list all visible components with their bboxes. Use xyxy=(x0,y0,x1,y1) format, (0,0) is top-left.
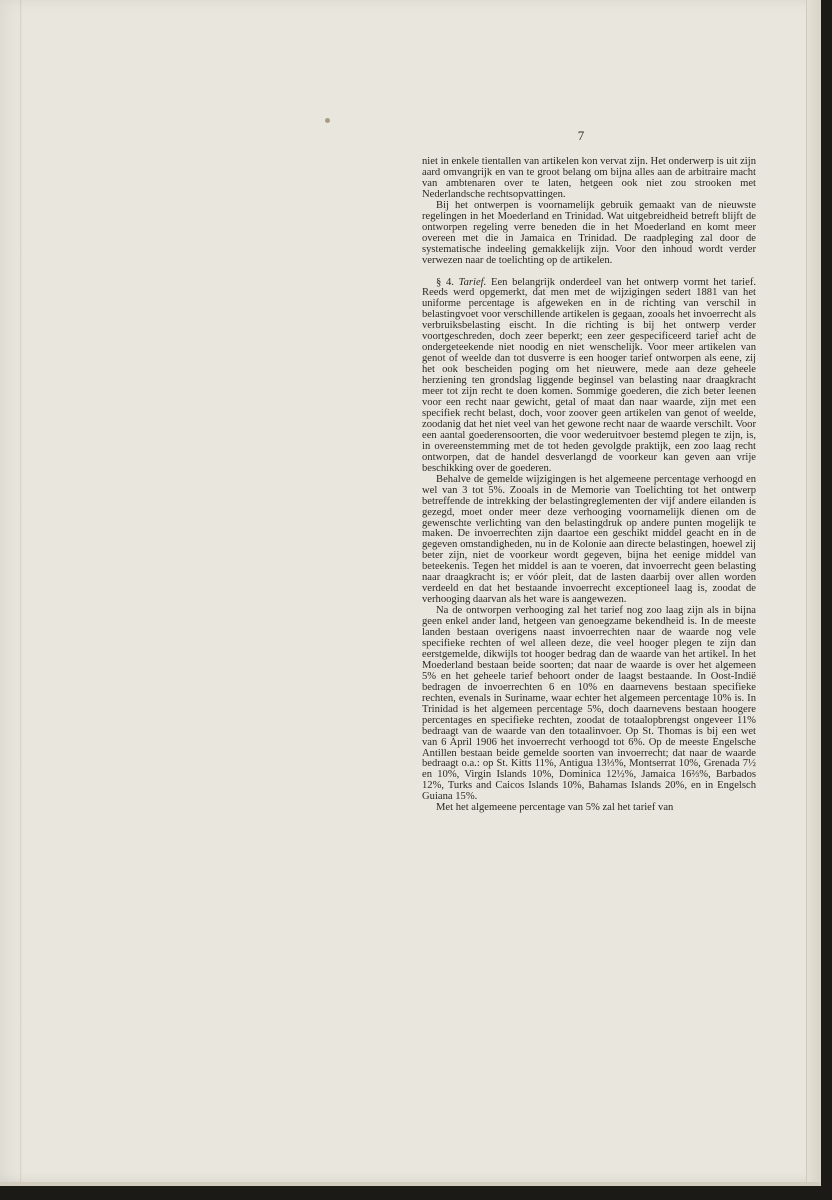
page-number: 7 xyxy=(577,128,585,143)
paragraph: Bij het ontwerpen is voornamelijk gebruik gemaakt van de nieuwste regelingen in het Moederland en Trinidad. Wat uitgebreidheid betreft blijft de ontworpen regeling verre beneden die in het Moederland en komt meer overeen met die in Jamaica en Trinidad. De raadpleging zal door de systematische indeeling gemakkelijk zijn. Voor den inhoud wordt verder verwezen naar de toelichting op de artikelen. xyxy=(422,199,756,266)
page-edge xyxy=(806,0,821,1186)
page-bottom-edge xyxy=(0,1182,820,1186)
section-paragraph xyxy=(422,278,756,475)
section-title: Tarief. xyxy=(458,276,487,288)
paper-speck xyxy=(325,118,330,123)
section-number: § 4. xyxy=(436,276,454,288)
page-fold-shadow xyxy=(20,0,22,1186)
paragraph: Behalve de gemelde wijzigingen is het algemeene percentage verhoogd en wel van 3 tot 5%. Zooals in de Memorie van Toelichting tot het ontwerp betreffende de intrekking der belastingreglementen der vijf andere eilanden is gezegd, moet onder meer deze verhooging voornamelijk dienen om de gewenschte verlichting van den belastingdruk op andere punten mogelijk te maken. De invoerrechten zijn daartoe een geschikt middel geacht en in de gegeven omstandigheden, nu in de Kolonie aan directe belastingen, hoewel zij beter zijn, niet de voorkeur wordt gegeven, bijna het eenige middel van beteekenis. Tegen het middel is aan te voeren, dat invoerrecht geen belasting naar draagkracht is; er vóór pleit, dat de lasten daarbij over allen worden verdeeld en dat het bestaande invoerrecht exceptioneel laag is, zoodat de verhooging daarvan als het ware is aangewezen. xyxy=(422,473,756,606)
paragraph-text: Een belangrijk onderdeel van het ontwerp vormt het tarief. Reeds werd opgemerkt, dat men met de wijzigingen sedert 1881 van het uniforme percentage is afgeweken en in de richting van verschil in belastingvoet voor verschillende artikelen is gegaan, zooals het invoerrecht als verbruiksbelasting eischt. In die richting is bij het ontwerp verder voortgeschreden, doch zeer beperkt; een zeer gespecificeerd tarief acht de ondergeteekende niet noodig en niet wenschelijk. Voor meer artikelen van genot of weelde dan tot dusverre is een hooger tarief ontworpen als eene, zij het ook bescheiden poging om het nieuwere, mede aan deze geheele herziening ten grondslag liggende beginsel van belasting naar draagkracht meer tot zijn recht te doen komen. Sommige goederen, die zich beter leenen voor een recht naar gewicht, getal of maat dan naar waarde, zijn met een specifiek recht belast, doch, voor zoover geen artikelen van genot of weelde, zoodanig dat het niet veel van het gewone recht naar de waarde verschilt. Voor een aantal goederensoorten, die voor wederuitvoer bestemd plegen te zijn, is, in overeenstemming met de tot heden gevolgde praktijk, een zoo laag recht ontworpen, dat de handel desverlangd de voorkeur kan geven aan vrije beschikking over de goederen. xyxy=(422,276,756,474)
body-text-column xyxy=(422,157,756,814)
paragraph: Met het algemeene percentage van 5% zal het tarief van xyxy=(436,802,674,814)
paragraph: niet in enkele tientallen van artikelen kon vervat zijn. Het onderwerp is uit zijn aard omvangrijk en van te groot belang om bijna alles aan de arbitraire macht van ambtenaren over te laten, hetgeen ook niet zou strooken met Nederlandsche rechtsopvattingen. xyxy=(422,156,756,200)
paragraph: Na de ontworpen verhooging zal het tarief nog zoo laag zijn als in bijna geen enkel ander land, hetgeen van genoegzame bekendheid is. In de meeste landen bestaan overigens naast invoerrechten naar de waarde nog vele specifieke rechten of wel alleen deze, die veel hooger plegen te zijn dan eerstgemelde, dikwijls tot hooger bedrag dan de waarde van het artikel. In het Moederland bestaan beide soorten; dat naar de waarde is over het algemeen 5% en het geheele tarief behoort onder de laagst bestaande. In Oost-Indië bedragen de invoerrechten 6 en 10% en daarnevens bestaan specifieke rechten, evenals in Suriname, waar echter het algemeen percentage 10% is. In Trinidad is het algemeen percentage 5%, doch daarnevens bestaan hoogere percentages en specifieke rechten, zoodat de totaalopbrengst ongeveer 11% bedraagt van de waarde van den totaalinvoer. Op St. Thomas is bij een wet van 6 April 1906 het invoerrecht verhoogd tot 6%. Op de meeste Engelsche Antillen bestaan beide gemelde soorten van invoerrecht; dat naar de waarde bedraagt o.a.: op St. Kitts 11%, Antigua 13⅓%, Montserrat 10%, Grenada 7½ en 10%, Virgin Islands 10%, Dominica 12½%, Jamaica 16⅔%, Barbados 12%, Turks and Caicos Islands 10%, Bahamas Islands 20%, en in Engelsch Guiana 15%. xyxy=(422,605,756,803)
